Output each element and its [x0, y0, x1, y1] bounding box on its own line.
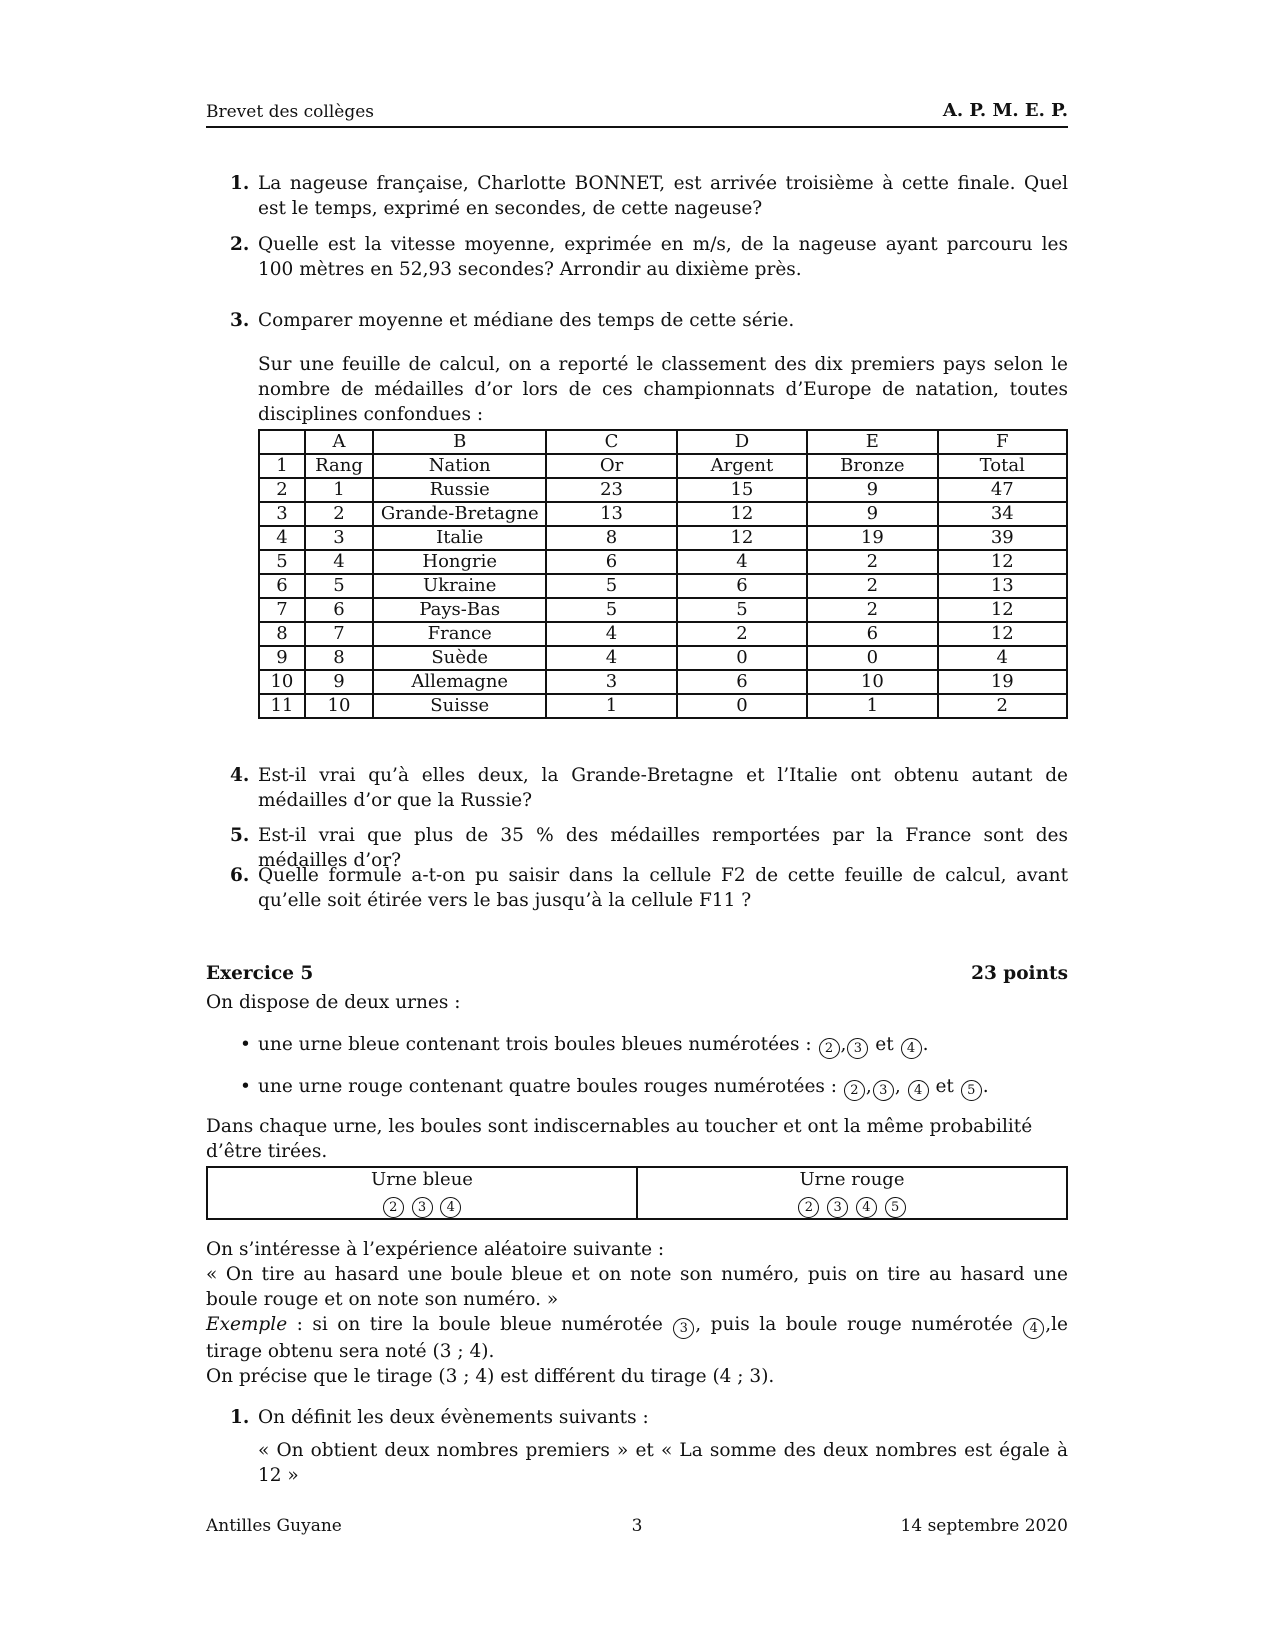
question-number: 2. [230, 234, 250, 255]
sheet-cell: 0 [677, 694, 807, 718]
question-3 [230, 308, 1068, 333]
sheet-cell: 0 [807, 646, 937, 670]
separator: et [935, 1076, 954, 1097]
ball-icon: 2 [844, 1080, 865, 1101]
question-6 [230, 863, 1068, 913]
sheet-cell: 19 [938, 670, 1067, 694]
ball-icon: 2 [819, 1038, 840, 1059]
sheet-cell: 4 [305, 550, 373, 574]
sheet-cell: 3 [305, 526, 373, 550]
sheet-cell: Nation [373, 454, 546, 478]
example-label: Exemple [206, 1314, 288, 1335]
sheet-cell: 12 [938, 622, 1067, 646]
ball-icon: 3 [412, 1197, 433, 1218]
ball-icon: 5 [885, 1197, 906, 1218]
urn-balls [208, 1192, 636, 1218]
separator: , [894, 1076, 901, 1097]
sheet-cell: 23 [546, 478, 676, 502]
sheet-column-header: A [305, 430, 373, 454]
table-row [259, 622, 1067, 646]
sheet-cell: Suisse [373, 694, 546, 718]
sheet-cell: Allemagne [373, 670, 546, 694]
urn-name: Urne bleue [371, 1169, 473, 1190]
sheet-cell: 34 [938, 502, 1067, 526]
sheet-cell: 4 [546, 646, 676, 670]
ball-icon: 2 [383, 1197, 404, 1218]
exercise-title [206, 963, 1068, 984]
sheet-cell: 4 [677, 550, 807, 574]
sheet-cell: 9 [305, 670, 373, 694]
question-final [230, 1405, 1068, 1488]
sheet-cell: Bronze [807, 454, 937, 478]
urn-cell-blue [207, 1167, 637, 1219]
sheet-cell: 6 [546, 550, 676, 574]
sheet-column-header: B [373, 430, 546, 454]
experience-block [206, 1237, 1068, 1389]
sheet-column-header-row [259, 430, 1067, 454]
question-number: 5. [230, 825, 250, 846]
sheet-row-header: 2 [259, 478, 305, 502]
page-header [206, 100, 1068, 128]
sheet-cell: 9 [807, 502, 937, 526]
sheet-cell: 12 [938, 598, 1067, 622]
separator: . [922, 1034, 929, 1055]
sheet-cell: 2 [305, 502, 373, 526]
sheet-cell: Russie [373, 478, 546, 502]
urn-balls [638, 1192, 1066, 1218]
header-left: Brevet des collèges [206, 102, 375, 122]
question-number: 3. [230, 310, 250, 331]
sheet-column-header [259, 430, 305, 454]
question-text: Quelle est la vitesse moyenne, exprimée en m/s, de la nageuse ayant parcouru les 100 mètres en 52,93 secondes? Arrondir au dixième près. [258, 234, 1068, 280]
sheet-row-header: 9 [259, 646, 305, 670]
sheet-cell: Argent [677, 454, 807, 478]
sheet-row-header: 6 [259, 574, 305, 598]
sheet-cell: 2 [677, 622, 807, 646]
table-row [259, 598, 1067, 622]
sheet-cell: 7 [305, 622, 373, 646]
sheet-cell: 9 [807, 478, 937, 502]
sheet-cell: 4 [938, 646, 1067, 670]
table-row [259, 550, 1067, 574]
sheet-cell: 47 [938, 478, 1067, 502]
urn-cell-red [637, 1167, 1067, 1219]
separator: . [982, 1076, 989, 1097]
experience-precision: On précise que le tirage (3 ; 4) est différent du tirage (4 ; 3). [206, 1366, 775, 1387]
footer-right: 14 septembre 2020 [900, 1516, 1068, 1536]
ball-icon: 3 [827, 1197, 848, 1218]
sheet-row-header: 8 [259, 622, 305, 646]
list-item [230, 1032, 1068, 1059]
sheet-cell: 5 [305, 574, 373, 598]
separator: , [865, 1076, 872, 1097]
sheet-cell: 3 [546, 670, 676, 694]
sheet-cell: 1 [807, 694, 937, 718]
question-text: Quelle formule a-t-on pu saisir dans la cellule F2 de cette feuille de calcul, avant qu’elle soit étirée vers le bas jusqu’à la cellule F11 ? [258, 865, 1068, 911]
sheet-cell: 4 [546, 622, 676, 646]
question-number: 1. [230, 173, 250, 194]
sheet-cell: 10 [305, 694, 373, 718]
header-right: A. P. M. E. P. [942, 100, 1068, 121]
question-text: Comparer moyenne et médiane des temps de cette série. [258, 310, 795, 331]
question-number: 6. [230, 865, 250, 886]
sheet-cell: 12 [677, 502, 807, 526]
ball-icon: 4 [856, 1197, 877, 1218]
question-4 [230, 763, 1068, 813]
question-text: On définit les deux évènements suivants : [258, 1407, 649, 1428]
sheet-cell: Italie [373, 526, 546, 550]
example-text: , puis la boule rouge numérotée [695, 1314, 1023, 1335]
sheet-cell: France [373, 622, 546, 646]
sheet-cell: 6 [677, 670, 807, 694]
sheet-cell: 15 [677, 478, 807, 502]
ball-icon: 3 [847, 1038, 868, 1059]
sheet-cell: 1 [305, 478, 373, 502]
sheet-cell: 2 [807, 550, 937, 574]
ball-icon: 4 [901, 1038, 922, 1059]
urn-name: Urne rouge [799, 1169, 905, 1190]
question-text: Est-il vrai que plus de 35 % des médailles remportées par la France sont des médailles d’or? [258, 825, 1068, 871]
list-item [230, 1074, 1068, 1101]
table-row [259, 526, 1067, 550]
sheet-cell: 2 [807, 574, 937, 598]
table-row [259, 574, 1067, 598]
question-number: 1. [230, 1407, 250, 1428]
sheet-column-header: F [938, 430, 1067, 454]
sheet-row-header: 3 [259, 502, 305, 526]
sheet-cell: 39 [938, 526, 1067, 550]
sheet-cell: 8 [305, 646, 373, 670]
sheet-column-header: D [677, 430, 807, 454]
sheet-cell: Ukraine [373, 574, 546, 598]
ball-icon: 4 [440, 1197, 461, 1218]
ball-icon: 4 [1023, 1318, 1044, 1339]
ball-icon: 3 [873, 1080, 894, 1101]
question-1 [230, 171, 1068, 221]
sheet-cell: 13 [546, 502, 676, 526]
indiscernable-text: Dans chaque urne, les boules sont indiscernables au toucher et ont la même probabilité d’être tirées. [206, 1116, 1033, 1162]
ball-icon: 2 [798, 1197, 819, 1218]
exercise-points: 23 points [971, 963, 1068, 984]
ball-icon: 4 [908, 1080, 929, 1101]
footer-page-number: 3 [631, 1516, 643, 1536]
exercise-intro: On dispose de deux urnes : [206, 992, 461, 1013]
sheet-cell: 19 [807, 526, 937, 550]
sheet-cell: 6 [305, 598, 373, 622]
experience-quote: « On tire au hasard une boule bleue et on note son numéro, puis on tire au hasard une boule rouge et on note son numéro. » [206, 1264, 1068, 1310]
sheet-row-header: 1 [259, 454, 305, 478]
separator: et [875, 1034, 894, 1055]
experience-example [206, 1312, 1068, 1364]
sheet-cell: 12 [677, 526, 807, 550]
question-text: La nageuse française, Charlotte BONNET, est arrivée troisième à cette finale. Quel est le temps, exprimé en secondes, de cette nageuse? [258, 173, 1068, 219]
sheet-row-header: 5 [259, 550, 305, 574]
sheet-cell: Pays-Bas [373, 598, 546, 622]
table-row [259, 478, 1067, 502]
sheet-cell: Suède [373, 646, 546, 670]
example-text: ,le tirage obtenu sera noté (3 ; 4). [206, 1314, 1068, 1362]
sheet-cell: 2 [938, 694, 1067, 718]
sheet-cell: Rang [305, 454, 373, 478]
question-2 [230, 232, 1068, 282]
sheet-cell: 13 [938, 574, 1067, 598]
urn-list [230, 1032, 1068, 1101]
sheet-cell: 0 [677, 646, 807, 670]
ball-icon: 3 [673, 1318, 694, 1339]
question-number: 4. [230, 765, 250, 786]
sheet-cell: 2 [807, 598, 937, 622]
sheet-row-header: 11 [259, 694, 305, 718]
sheet-cell: Total [938, 454, 1067, 478]
sheet-cell: 5 [677, 598, 807, 622]
question-events: « On obtient deux nombres premiers » et « La somme des deux nombres est égale à 12 » [258, 1440, 1068, 1486]
bullet-text: une urne rouge contenant quatre boules rouges numérotées : [258, 1076, 838, 1097]
sheet-column-header: E [807, 430, 937, 454]
sheet-cell: Hongrie [373, 550, 546, 574]
sheet-cell: 5 [546, 574, 676, 598]
separator: , [840, 1034, 847, 1055]
urns-table [206, 1166, 1068, 1220]
table-row [259, 454, 1067, 478]
sheet-cell: Or [546, 454, 676, 478]
ball-icon: 5 [961, 1080, 982, 1101]
footer-left: Antilles Guyane [206, 1516, 342, 1536]
table-row [259, 694, 1067, 718]
sheet-row-header: 7 [259, 598, 305, 622]
bullet-text: une urne bleue contenant trois boules bleues numérotées : [258, 1034, 812, 1055]
sheet-cell: 10 [807, 670, 937, 694]
experience-line1: On s’intéresse à l’expérience aléatoire suivante : [206, 1239, 665, 1260]
sheet-column-header: C [546, 430, 676, 454]
question-text: Est-il vrai qu’à elles deux, la Grande-Bretagne et l’Italie ont obtenu autant de médailles d’or que la Russie? [258, 765, 1068, 811]
sheet-row-header: 10 [259, 670, 305, 694]
sheet-cell: 12 [938, 550, 1067, 574]
table-row [259, 670, 1067, 694]
spreadsheet-table [258, 429, 1068, 719]
sheet-cell: Grande-Bretagne [373, 502, 546, 526]
sheet-cell: 6 [807, 622, 937, 646]
sheet-cell: 8 [546, 526, 676, 550]
sheet-intro: Sur une feuille de calcul, on a reporté le classement des dix premiers pays selon le nombre de médailles d’or lors de ces championnats d’Europe de natation, toutes disciplines confondues : [258, 354, 1068, 425]
sheet-row-header: 4 [259, 526, 305, 550]
example-text: : si on tire la boule bleue numérotée [287, 1314, 673, 1335]
sheet-cell: 6 [677, 574, 807, 598]
sheet-cell: 1 [546, 694, 676, 718]
sheet-cell: 5 [546, 598, 676, 622]
table-row [259, 646, 1067, 670]
table-row [259, 502, 1067, 526]
exercise-name: Exercice 5 [206, 963, 314, 984]
